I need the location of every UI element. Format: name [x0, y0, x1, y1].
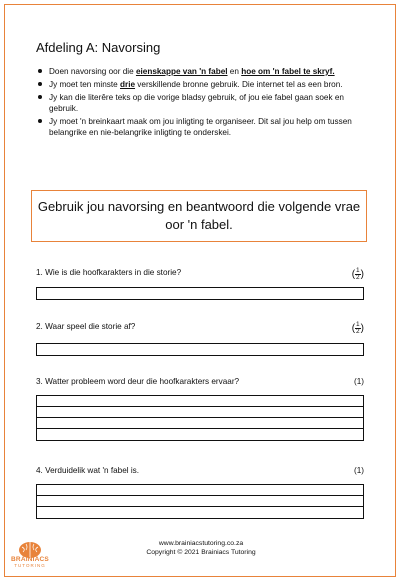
section-title: Afdeling A: Navorsing — [36, 40, 161, 55]
question-text: 1. Wie is die hoofkarakters in die storie? — [36, 268, 182, 277]
instructions-list — [36, 66, 366, 140]
footer-url[interactable]: www.brainiacstutoring.co.za — [158, 540, 244, 547]
mark-numerator: 1 — [356, 321, 360, 328]
logo-name: BRAINIACS — [11, 556, 49, 563]
bullet-emphasis: eienskappe van 'n fabel — [135, 67, 228, 76]
answer-field-4[interactable] — [36, 484, 364, 519]
answer-line[interactable] — [37, 429, 363, 440]
answer-line[interactable] — [37, 496, 363, 507]
answer-field-3[interactable] — [36, 395, 364, 441]
mark-denominator: 2 — [356, 274, 360, 281]
answer-line[interactable] — [37, 407, 363, 418]
question-mark: (1) — [353, 466, 364, 475]
bullet-item-3 — [36, 92, 366, 114]
question-mark: ( $\frac{1}{2}$ ) — [351, 321, 364, 335]
question-mark: (1) — [353, 377, 364, 386]
answer-line[interactable] — [37, 507, 363, 518]
bullet-text: Jy kan die literêre teks op die vorige bladsy gebruik, of jou eie fabel gaan soek en gebruik. — [49, 93, 344, 113]
logo-sub: TUTORING — [14, 563, 46, 568]
logo-text — [8, 557, 52, 569]
answer-field-2[interactable] — [36, 343, 364, 356]
footer — [0, 539, 402, 557]
bullet-icon — [38, 69, 42, 73]
bullet-item-4 — [36, 116, 366, 138]
bullet-text: Jy moet 'n breinkaart maak om jou inligting te organiseer. Dit sal jou help om tussen belangrike en nie-belangrike inligting te onderskei. — [49, 117, 352, 137]
question-text: 2. Waar speel die storie af? — [36, 322, 136, 331]
bullet-icon — [38, 119, 42, 123]
mark-denominator: 2 — [356, 328, 360, 335]
bullet-item-1 — [36, 66, 366, 77]
answer-line[interactable] — [37, 418, 363, 429]
bullet-text: Jy moet ten minste — [49, 80, 120, 89]
bullet-icon — [38, 95, 42, 99]
footer-copyright: Copyright © 2021 Brainiacs Tutoring — [146, 549, 256, 556]
mark-numerator: 1 — [356, 267, 360, 274]
question-text: 3. Watter probleem word deur die hoofkarakters ervaar? — [36, 377, 240, 386]
bullet-icon — [38, 82, 42, 86]
bullet-emphasis: hoe om 'n fabel te skryf. — [241, 67, 335, 76]
answer-field-1[interactable] — [36, 287, 364, 300]
answer-line[interactable] — [37, 485, 363, 496]
answer-line[interactable] — [37, 396, 363, 407]
bullet-text: verskillende bronne gebruik. Die internet tel as een bron. — [135, 80, 343, 89]
bullet-item-2 — [36, 79, 366, 90]
bullet-text: Doen navorsing oor die — [49, 67, 136, 76]
bullet-text: en — [227, 67, 242, 76]
question-text: 4. Verduidelik wat 'n fabel is. — [36, 466, 140, 475]
instruction-callout: Gebruik jou navorsing en beantwoord die volgende vrae oor 'n fabel. — [31, 190, 367, 242]
question-mark: ( $\frac{1}{2}$ ) — [351, 267, 364, 281]
bullet-emphasis: drie — [120, 80, 136, 89]
